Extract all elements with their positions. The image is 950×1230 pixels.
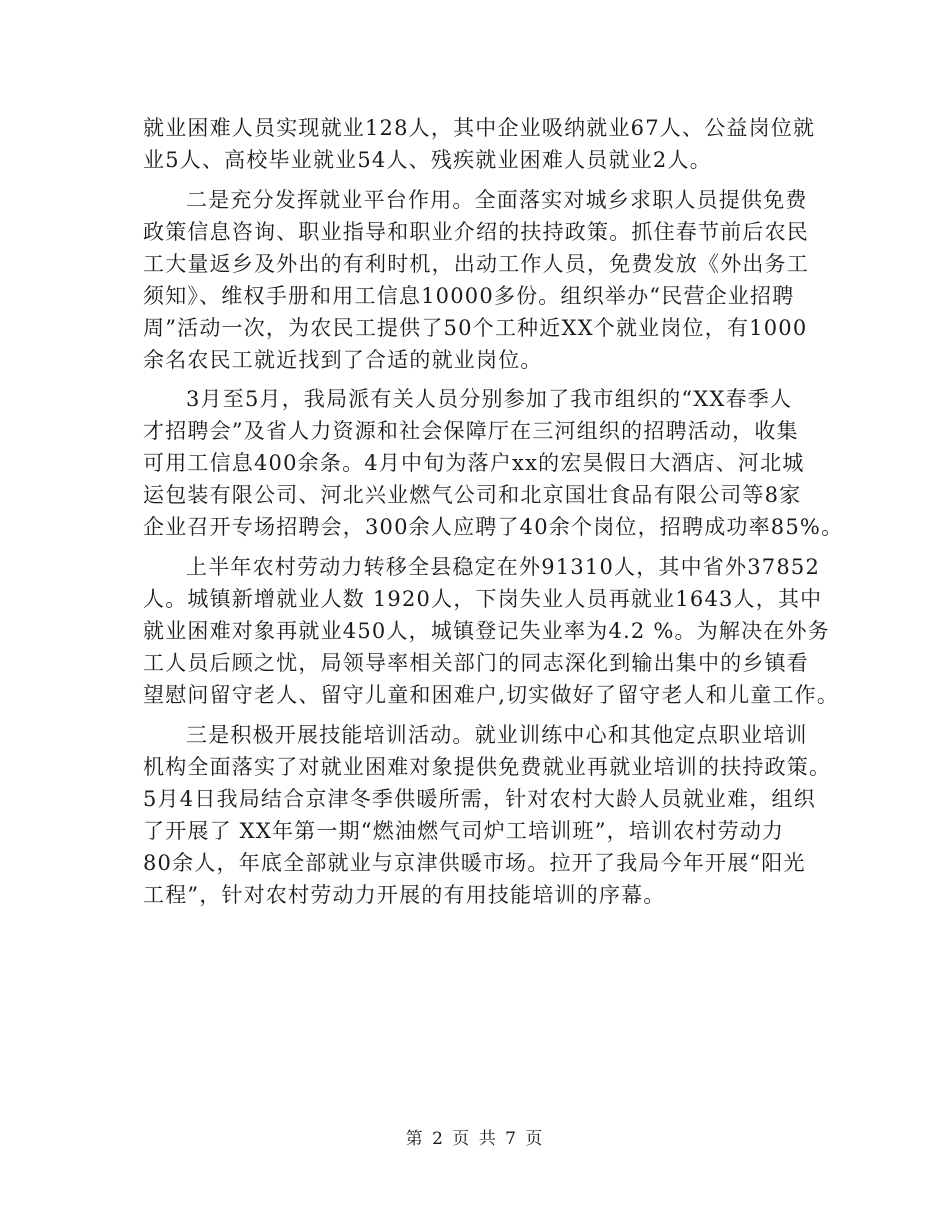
text-line: 机构全面落实了对就业困难对象提供免费就业再就业培训的扶持政策。 [143,755,832,779]
text-line: 了开展了 XX年第一期“燃油燃气司炉工培训班”，培训农村劳动力 [143,819,785,843]
paragraph-start-line: 3月至5月，我局派有关人员分别参加了我市组织的“XX春季人 [186,387,793,411]
text-line: 工人员后顾之忧，局领导率相关部门的同志深化到输出集中的乡镇看 [143,651,809,675]
text-line: 周”活动一次，为农民工提供了50个工种近XX个就业岗位，有1000 [143,316,808,340]
text-line: 工大量返乡及外出的有利时机，出动工作人员，免费发放《外出务工 [143,252,809,276]
text-line: 80余人，年底全部就业与京津供暖市场。拉开了我局今年开展“阳光 [143,851,806,875]
text-line: 才招聘会”及省人力资源和社会保障厅在三河组织的招聘活动，收集 [143,419,799,443]
text-line: 人。城镇新增就业人数 1920人，下岗失业人员再就业1643人，其中 [143,587,823,611]
text-line: 运包装有限公司、河北兴业燃气公司和北京国壮食品有限公司等8家 [143,483,802,507]
page-number-footer: 第 2 页 共 7 页 [405,1129,545,1149]
text-line: 就业困难人员实现就业128人，其中企业吸纳就业67人、公益岗位就 [143,116,816,140]
text-line: 政策信息咨询、职业指导和职业介绍的扶持政策。抓住春节前后农民 [143,220,809,244]
paragraph-start-line: 三是积极开展技能培训活动。就业训练中心和其他定点职业培训 [186,723,808,747]
text-line: 可用工信息400余条。4月中旬为落户xx的宏昊假日大酒店、河北城 [143,451,805,475]
text-line: 余名农民工就近找到了合适的就业岗位。 [143,348,543,372]
paragraph-start-line: 二是充分发挥就业平台作用。全面落实对城乡求职人员提供免费 [186,188,808,212]
paragraph-start-line: 上半年农村劳动力转移全县稳定在外91310人，其中省外37852 [186,555,821,579]
text-line: 工程”，针对农村劳动力开展的有用技能培训的序幕。 [143,883,666,907]
text-line: 5月4日我局结合京津冬季供暖所需，针对农村大龄人员就业难，组织 [143,787,816,811]
text-line: 须知》、维权手册和用工信息10000多份。组织举办“民营企业招聘 [143,284,795,308]
text-line: 业5人、高校毕业就业54人、残疾就业困难人员就业2人。 [143,148,712,172]
text-line: 企业召开专场招聘会，300余人应聘了40余个岗位，招聘成功率85%。 [143,515,844,539]
text-line: 就业困难对象再就业450人，城镇登记失业率为4.2 %。为解决在外务 [143,619,830,643]
text-line: 望慰问留守老人、留守儿童和困难户,切实做好了留守老人和儿童工作。 [143,683,840,707]
